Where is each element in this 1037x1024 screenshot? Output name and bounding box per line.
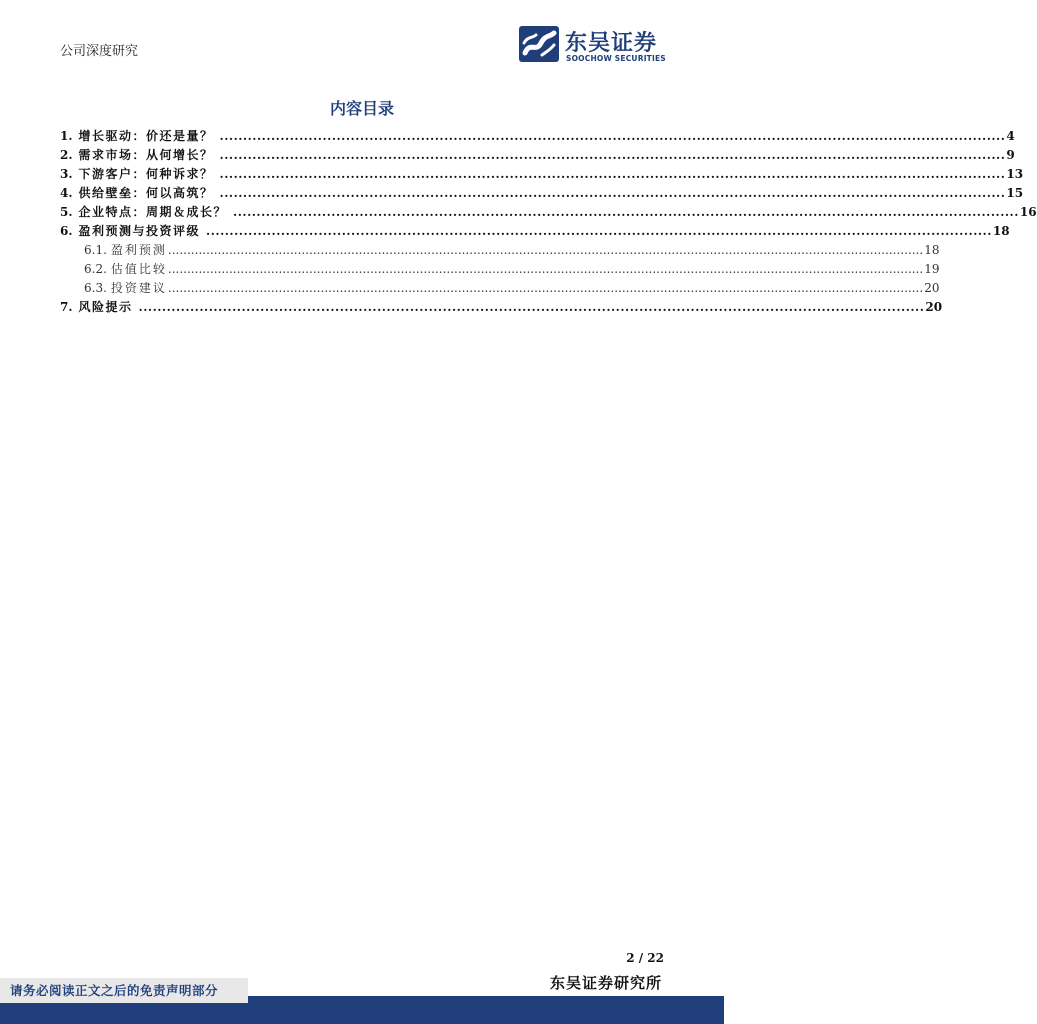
logo-chinese-name: 东吴证券	[565, 31, 658, 56]
toc-entry-number: 2.	[60, 148, 73, 162]
toc-entry-number: 6.	[60, 224, 73, 238]
toc-entry-page: 4	[1006, 129, 1015, 143]
toc-dot-leader: ........................................................................................................................................................................	[206, 224, 992, 238]
toc-entry-page: 13	[1006, 167, 1024, 181]
toc-dot-leader: ......................................................................................................................................................................................................	[167, 243, 924, 257]
toc-entry-page: 9	[1006, 148, 1015, 162]
toc-title: 内容目录	[329, 99, 394, 118]
toc-entry-number: 7.	[60, 300, 73, 314]
toc-entry-4[interactable]	[60, 184, 1024, 203]
toc-entry-title: 投资建议	[110, 281, 167, 295]
toc-dot-leader: ........................................................................................................................................................................	[219, 186, 1006, 200]
toc-entry-3[interactable]	[60, 165, 1024, 184]
logo-english-name: SOOCHOW SECURITIES	[566, 54, 666, 63]
footer-org-name: 东吴证券研究所	[549, 974, 662, 992]
toc-entry-title: 风险提示	[78, 300, 133, 314]
disclaimer-notice: 请务必阅读正文之后的免责声明部分	[0, 978, 248, 1003]
toc-entry-number: 6.1.	[84, 243, 107, 257]
toc-entry-number: 3.	[60, 167, 73, 181]
toc-dot-leader: ........................................................................................................................................................................	[219, 148, 1006, 162]
toc-entry-title: 企业特点：周期＆成长？	[78, 205, 228, 219]
toc-entry-page: 18	[924, 243, 940, 257]
toc-dot-leader: ........................................................................................................................................................................	[219, 167, 1006, 181]
toc-entry-page: 18	[992, 224, 1010, 238]
toc-entry-number: 6.3.	[84, 281, 107, 295]
table-of-contents	[60, 127, 1037, 317]
toc-entry-title: 供给壁垒：何以高筑？	[78, 186, 214, 200]
toc-entry-page: 20	[924, 281, 940, 295]
toc-entry-6[interactable]	[60, 222, 1010, 241]
toc-entry-title: 需求市场：从何增长？	[78, 148, 214, 162]
toc-entry-page: 20	[925, 300, 943, 314]
toc-entry-1[interactable]	[60, 127, 1015, 146]
toc-entry-5[interactable]	[60, 203, 1037, 222]
toc-entry-number: 4.	[60, 186, 73, 200]
toc-entry-title: 盈利预测	[110, 243, 167, 257]
toc-dot-leader: ........................................................................................................................................................................	[138, 300, 925, 314]
toc-entry-title: 增长驱动：价还是量？	[78, 129, 214, 143]
toc-entry-6-3[interactable]	[60, 279, 940, 298]
toc-entry-page: 16	[1019, 205, 1037, 219]
page-indicator: 2 / 22	[626, 951, 664, 965]
report-category: 公司深度研究	[60, 44, 139, 59]
toc-entry-2[interactable]	[60, 146, 1015, 165]
toc-entry-title: 估值比较	[110, 262, 167, 276]
toc-entry-title: 下游客户：何种诉求？	[78, 167, 214, 181]
toc-entry-number: 6.2.	[84, 262, 107, 276]
toc-dot-leader: ......................................................................................................................................................................................................	[167, 281, 924, 295]
soochow-logo-icon	[519, 26, 559, 62]
toc-entry-6-2[interactable]	[60, 260, 940, 279]
toc-entry-7[interactable]	[60, 298, 943, 317]
toc-dot-leader: ......................................................................................................................................................................................................	[167, 262, 924, 276]
toc-entry-page: 15	[1006, 186, 1024, 200]
toc-dot-leader: ........................................................................................................................................................................	[233, 205, 1019, 219]
toc-entry-number: 5.	[60, 205, 73, 219]
company-logo	[519, 26, 679, 64]
toc-entry-page: 19	[924, 262, 940, 276]
toc-entry-title: 盈利预测与投资评级	[78, 224, 201, 238]
toc-entry-number: 1.	[60, 129, 73, 143]
toc-dot-leader: ........................................................................................................................................................................	[219, 129, 1006, 143]
toc-entry-6-1[interactable]	[60, 241, 940, 260]
